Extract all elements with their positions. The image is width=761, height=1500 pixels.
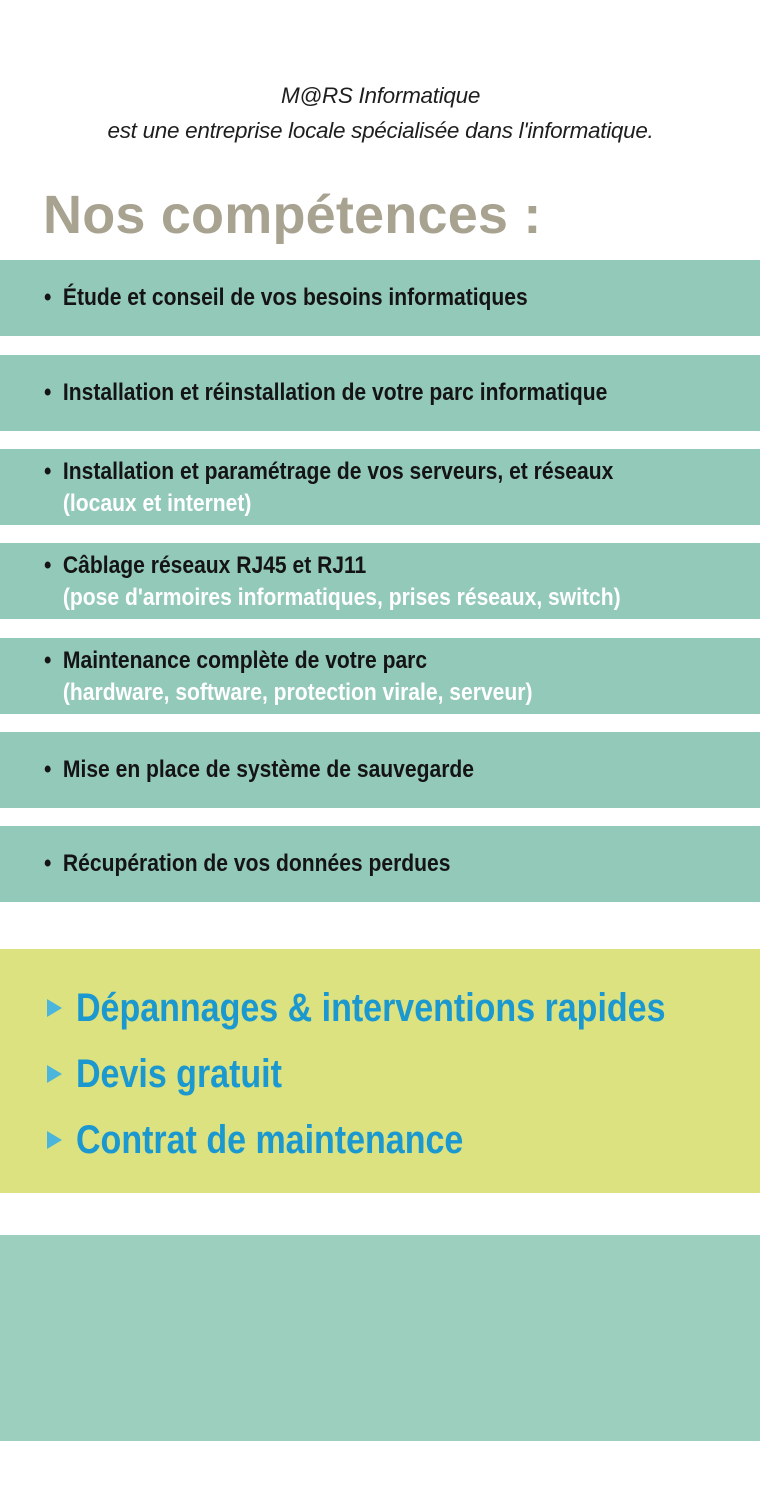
bullet-icon: • [44, 458, 52, 485]
competence-detail: (pose d'armoires informatiques, prises réseaux, switch) [62, 584, 621, 611]
offer-item-devis [47, 1041, 760, 1107]
intro-block [0, 78, 761, 148]
bottom-color-band [0, 1235, 760, 1441]
offer-label: Devis gratuit [76, 1052, 282, 1096]
bullet-icon: • [44, 850, 52, 877]
competence-item-cablage [0, 543, 760, 619]
offer-label: Dépannages & interventions rapides [76, 986, 666, 1030]
competence-item-sauvegarde [0, 732, 760, 808]
triangle-arrow-icon [47, 1065, 62, 1083]
competences-heading: Nos compétences : [43, 185, 542, 245]
bullet-icon: • [44, 647, 52, 674]
competence-label: • Étude et conseil de vos besoins informatiques [44, 281, 528, 315]
competence-label: • Câblage réseaux RJ45 et RJ11 [44, 549, 660, 583]
competence-label: • Installation et paramétrage de vos serveurs, et réseaux [44, 455, 660, 489]
competence-label: • Récupération de vos données perdues [44, 847, 450, 881]
company-name: M@RS Informatique [280, 83, 481, 108]
competence-item-recuperation [0, 826, 760, 902]
offer-item-contrat [47, 1107, 760, 1173]
services-offer-panel [0, 949, 760, 1193]
company-tagline: est une entreprise locale spécialisée dans l'informatique. [107, 118, 654, 143]
competence-item-conseil [0, 260, 760, 336]
bullet-icon: • [44, 552, 52, 579]
offer-item-depannages [47, 975, 760, 1041]
competence-item-maintenance [0, 638, 760, 714]
competence-item-serveurs [0, 449, 760, 525]
competence-label: • Maintenance complète de votre parc [44, 644, 660, 678]
competence-label: • Installation et réinstallation de votre parc informatique [44, 376, 607, 410]
competence-item-installation [0, 355, 760, 431]
bullet-icon: • [44, 379, 52, 406]
offer-label: Contrat de maintenance [76, 1118, 464, 1162]
triangle-arrow-icon [47, 1131, 62, 1149]
competence-label: • Mise en place de système de sauvegarde [44, 753, 474, 787]
competence-detail: (hardware, software, protection virale, serveur) [62, 679, 533, 706]
bullet-icon: • [44, 756, 52, 783]
competence-detail: (locaux et internet) [62, 490, 252, 517]
bullet-icon: • [44, 284, 52, 311]
triangle-arrow-icon [47, 999, 62, 1017]
